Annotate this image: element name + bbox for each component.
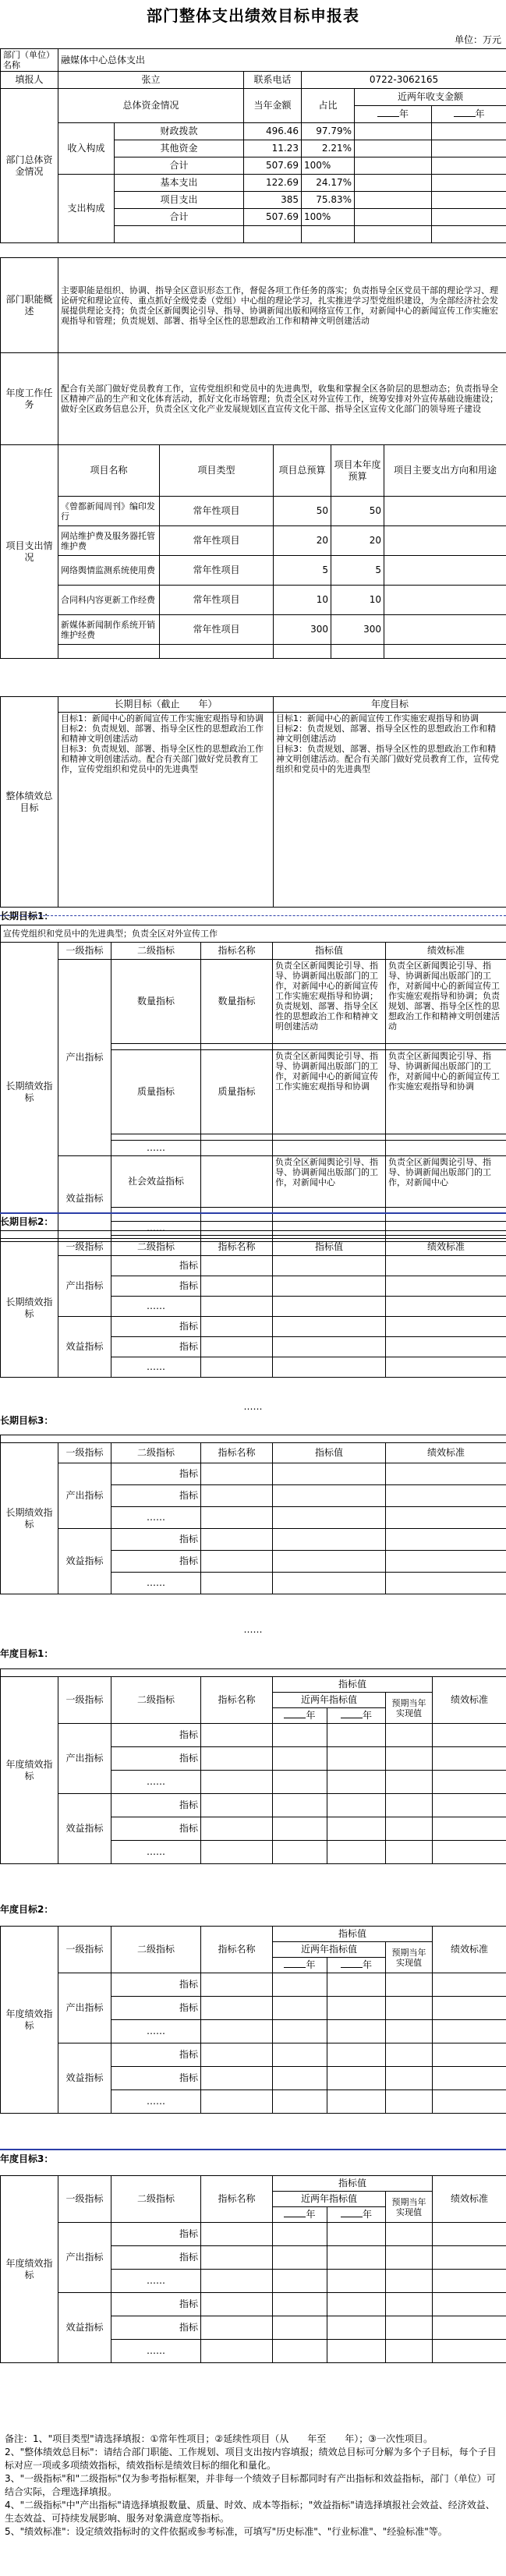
income-name: 财政拨款 [115,123,244,140]
value-social: 负责全区新闻舆论引导、指导、协调新闻出版部门的工作，对新闻中心 [273,1156,386,1208]
col-recent: 近两年指标值 [273,2192,386,2207]
table-row [1,556,506,586]
l2-item: 指标 [111,1551,201,1573]
annual-task-label: 年度工作任务 [1,353,58,445]
year-blank: 年 [327,1708,386,1724]
l2-more: …… [111,1297,201,1317]
annual-task-text: 配合有关部门做好党员教育工作，宣传党组织和党员中的先进典型，收集和掌握全区各阶层的思想动态；负责指导全区精神产品的生产和文化体育活动，抓好文化市场管理；负责全区对外宣传工作，统筹安排对外宣传基础设施建设；做好全区政务信息公开，负责全区文化产业发展规划区直宣传文化干部、指导全区宣传文化部门的领导班子建设 [58,353,506,445]
overall-funds-label: 总体资金情况 [58,89,244,123]
proj-annual: 10 [331,586,384,615]
proj-annual: 20 [331,526,384,556]
note-5: 5、"绩效标准"：设定绩效指标时的文件依据或参考标准，可填写"历史标准"、"行业标准"、"经验标准"等。 [5,2526,448,2537]
l2-item: 指标 [111,2223,201,2246]
table-row [1,497,506,526]
phone-label: 联系电话 [244,72,302,89]
annual-target-1-side: 年度绩效指标 [1,1677,58,1864]
name-quality: 质量指标 [201,1050,273,1134]
col-l2: 二级指标 [111,943,201,960]
col-l2: 二级指标 [111,1239,201,1256]
projects-table [0,444,506,659]
l2-item: 指标 [111,2316,201,2340]
table-row [1,615,506,645]
l1-benefit: 效益指标 [58,2043,111,2114]
proj-name: 新媒体新闻制作系统开销维护经费 [58,615,160,645]
l2-item: 指标 [111,2067,201,2090]
l2-item: 指标 [111,2043,201,2067]
expense-name: 基本支出 [115,175,244,192]
col-value: 指标值 [273,1443,386,1463]
col-expected: 预期当年实现值 [386,1942,433,1973]
long-target-2-table [0,1230,506,1378]
l2-more: …… [111,1771,201,1794]
l1-output: 产出指标 [58,960,111,1156]
col-standard: 绩效标准 [386,943,506,960]
col-value: 指标值 [273,943,386,960]
col-l2: 二级指标 [111,1927,201,1973]
annual-target-1-heading: 年度目标1： [0,1648,54,1659]
l1-output: 产出指标 [58,2223,111,2293]
proj-header-total: 项目总预算 [274,445,331,497]
unit-label: 单位：万元 [454,34,501,45]
long-target-2-side: 长期绩效指标 [1,1239,58,1378]
col-value: 指标值 [273,1239,386,1256]
proj-total: 300 [274,615,331,645]
dept-label: 部门（单位）名称 [1,49,58,72]
proj-header-use: 项目主要支出方向和用途 [384,445,506,497]
col-name: 指标名称 [201,1677,273,1724]
note-2: 2、"整体绩效总目标"：请结合部门职能、工作规划、项目支出按内容填报；绩效总目标可分解为多个子目标，每个子目标对应一项或多项绩效指标，绩效指标是绩效目标的细化和量化。 [5,2447,497,2471]
l1-benefit: 效益指标 [58,2293,111,2363]
dept-value: 融媒体中心总体支出 [58,49,506,72]
ellipsis: …… [243,1401,263,1412]
income-label: 收入构成 [58,123,115,175]
long-target-3-side: 长期绩效指标 [1,1443,58,1594]
col-name: 指标名称 [201,1239,273,1256]
divider [0,915,506,916]
col-l2: 二级指标 [111,1443,201,1463]
l1-benefit: 效益指标 [58,1794,111,1864]
long-goal-text: 目标1：新闻中心的新闻宣传工作实施宏观指导和协调 目标2：负责规划、部署、指导全区性的思想政治工作和精神文明创建活动 目标3：负责规划、部署、指导全区性的思想政治工作和精神文明创建活动。配合有关部门做好党员教育工作，宣传党组织和党员中的先进典型 [58,713,274,908]
l2-quantity: 数量指标 [111,960,201,1044]
col-name: 指标名称 [201,943,273,960]
col-l2: 二级指标 [111,2176,201,2223]
expense-name: 合计 [115,209,244,226]
year-blank: 年 [273,1958,327,1973]
proj-annual: 5 [331,556,384,586]
proj-total: 10 [274,586,331,615]
expense-amount: 507.69 [244,209,302,226]
l2-item: 指标 [111,2246,201,2270]
col-value: 指标值 [273,1677,433,1693]
income-share: 100% [302,157,355,175]
long-target-1-heading: 长期目标1： [0,911,54,922]
annual-target-3-heading: 年度目标3： [0,2153,54,2164]
long-target-1-side: 长期绩效指标 [1,943,58,1242]
l1-benefit: 效益指标 [58,1317,111,1378]
annual-target-2-table [0,1926,506,2114]
proj-annual: 50 [331,497,384,526]
col-name: 指标名称 [201,1443,273,1463]
income-name: 其他资金 [115,140,244,157]
l2-item: 指标 [111,1997,201,2020]
overall-goal-table [0,696,506,908]
income-amount: 11.23 [244,140,302,157]
long-target-1-table [0,925,506,1242]
l2-more: …… [111,2090,201,2114]
recent-year-2: 年 [432,106,506,123]
col-l1: 一级指标 [58,943,111,960]
l1-output: 产出指标 [58,1463,111,1529]
note-4: 4、"二级指标"中"产出指标"请选择填报数量、质量、时效、成本等指标；"效益指标"请选择填报社会效益、经济效益、生态效益、可持续发展影响、服务对象满意度等指标。 [5,2500,495,2524]
annual-target-2-heading: 年度目标2： [0,1904,54,1915]
proj-type: 常年性项目 [160,615,274,645]
ellipsis: …… [243,1624,263,1635]
proj-total: 20 [274,526,331,556]
year-blank: 年 [327,1958,386,1973]
col-recent: 近两年指标值 [273,1693,386,1708]
l2-more: …… [111,2270,201,2293]
l1-output: 产出指标 [58,1256,111,1317]
phone-value: 0722-3062165 [302,72,506,89]
l2-quality: 质量指标 [111,1050,201,1134]
standard-quantity: 负责全区新闻舆论引导、指导、协调新闻出版部门的工作，对新闻中心的新闻宣传工作实施宏观指导和协调；负责规划、部署、指导全区性的思想政治工作和精神文明创建活动 [386,960,506,1044]
annual-target-3-side: 年度绩效指标 [1,2176,58,2363]
l2-more: …… [111,1507,201,1529]
l2-item: 指标 [111,1817,201,1841]
duties-text: 主要职能是组织、协调、指导全区意识形态工作，督促各项工作任务的落实；负责指导全区党员干部的理论学习、理论研究和理论宣传、重点抓好全级党委（党组）中心组的理论学习，扎实推进学习型党组织建设，为全部经济社会发展提供理论支持；负责全区新闻舆论引导、指导、协调新闻出版和网络宣传工作，对新闻中心的新闻宣传工作实施宏观指导和管理；负责规划、部署、指导全区性的思想政治工作和精神文明创建活动 [58,258,506,353]
proj-type: 常年性项目 [160,556,274,586]
col-recent: 近两年收支金额 [355,89,506,106]
proj-header-annual: 项目本年度预算 [331,445,384,497]
divider [0,1212,506,1214]
value-quality: 负责全区新闻舆论引导、指导、协调新闻出版部门的工作，对新闻中心的新闻宣传工作实施宏观指导和协调 [273,1050,386,1134]
annual-goal-text: 目标1：新闻中心的新闻宣传工作实施宏观指导和协调 目标2：负责规划、部署、指导全区性的思想政治工作和精神文明创建活动 目标3：负责规划、部署、指导全区性的思想政治工作和精神文明创建活动。配合有关部门做好党员教育工作，宣传党组织和党员中的先进典型 [274,713,506,908]
duties-label: 部门职能概述 [1,258,58,353]
note-1: 备注：1、"项目类型"请选择填报：①常年性项目；②延续性项目（从 年至 年）；③一次性项目。 [5,2433,433,2444]
l1-benefit: 效益指标 [58,1529,111,1594]
expense-share: 100% [302,209,355,226]
long-target-3-table [0,1435,506,1594]
proj-total: 50 [274,497,331,526]
l2-more: …… [111,2340,201,2363]
l2-item: 指标 [111,1794,201,1817]
l2-item: 指标 [111,1317,201,1337]
l2-more: …… [111,1141,201,1156]
proj-header-type: 项目类型 [160,445,274,497]
col-share: 占比 [302,89,355,123]
proj-total: 5 [274,556,331,586]
col-l1: 一级指标 [58,1927,111,1973]
l2-item: 指标 [111,1337,201,1357]
expense-share: 24.17% [302,175,355,192]
l2-more: …… [111,1841,201,1864]
filler-value: 张立 [58,72,244,89]
page-title: 部门整体支出绩效目标申报表 [147,6,359,25]
l1-output: 产出指标 [58,1973,111,2043]
annual-target-2-side: 年度绩效指标 [1,1927,58,2114]
proj-name: 合同科内容更新工作经费 [58,586,160,615]
standard-quality: 负责全区新闻舆论引导、指导、协调新闻出版部门的工作，对新闻中心的新闻宣传工作实施宏观指导和协调 [386,1050,506,1134]
proj-header-name: 项目名称 [58,445,160,497]
l2-social: 社会效益指标 [111,1156,201,1208]
notes [5,2433,501,2539]
col-standard: 绩效标准 [433,2176,506,2223]
income-amount: 507.69 [244,157,302,175]
l1-output: 产出指标 [58,1724,111,1794]
col-expected: 预期当年实现值 [386,1693,433,1724]
col-value: 指标值 [273,2176,433,2192]
col-standard: 绩效标准 [433,1677,506,1724]
col-standard: 绩效标准 [386,1443,506,1463]
l1-benefit: 效益指标 [58,1156,111,1242]
proj-name: 网站维护费及服务器托管维护费 [58,526,160,556]
expense-name: 项目支出 [115,192,244,209]
expense-amount: 122.69 [244,175,302,192]
l2-item: 指标 [111,1973,201,1997]
long-target-3-heading: 长期目标3： [0,1415,54,1426]
annual-target-1-table [0,1668,506,1864]
year-blank: 年 [327,2207,386,2223]
proj-type: 常年性项目 [160,497,274,526]
col-standard: 绩效标准 [433,1927,506,1973]
col-name: 指标名称 [201,1927,273,1973]
name-quantity: 数量指标 [201,960,273,1044]
long-goal-label: 长期目标（截止 年） [58,697,274,713]
proj-type: 常年性项目 [160,526,274,556]
year-blank: 年 [273,2207,327,2223]
l2-item: 指标 [111,2293,201,2316]
l2-more: …… [111,2020,201,2043]
funds-section-label: 部门总体资金情况 [1,89,58,243]
l2-more: …… [111,1573,201,1594]
col-name: 指标名称 [201,2176,273,2223]
proj-annual: 300 [331,615,384,645]
col-current: 当年金额 [244,89,302,123]
income-name: 合计 [115,157,244,175]
annual-target-3-table [0,2175,506,2363]
long-target-1-summary: 宣传党组织和党员中的先进典型；负责全区对外宣传工作 [1,925,506,943]
l2-item: 指标 [111,1724,201,1747]
col-standard: 绩效标准 [386,1239,506,1256]
income-amount: 496.46 [244,123,302,140]
recent-year-1: 年 [355,106,432,123]
l2-item: 指标 [111,1256,201,1276]
col-l2: 二级指标 [111,1677,201,1724]
col-value: 指标值 [273,1927,433,1942]
col-expected: 预期当年实现值 [386,2192,433,2223]
proj-name: 《曾都新闻周刊》编印发行 [58,497,160,526]
proj-name: 网络舆情监测系统使用费 [58,556,160,586]
overall-goal-label: 整体绩效总目标 [1,697,58,908]
table-row [1,586,506,615]
l2-more: …… [111,1357,201,1378]
header-funds-table [0,48,506,243]
income-share: 97.79% [302,123,355,140]
l2-item: 指标 [111,1747,201,1771]
divider [0,2149,506,2150]
l2-more: …… [111,1222,201,1236]
col-l1: 一级指标 [58,2176,111,2223]
duties-table [0,257,506,445]
col-l1: 一级指标 [58,1239,111,1256]
expense-label: 支出构成 [58,175,115,243]
year-blank: 年 [273,1708,327,1724]
annual-goal-label: 年度目标 [274,697,506,713]
long-target-2-heading: 长期目标2： [0,1216,54,1227]
l2-item: 指标 [111,1276,201,1297]
l2-item: 指标 [111,1529,201,1551]
value-quantity: 负责全区新闻舆论引导、指导、协调新闻出版部门的工作，对新闻中心的新闻宣传工作实施宏观指导和协调；负责规划、部署、指导全区性的思想政治工作和精神文明创建活动 [273,960,386,1044]
col-l1: 一级指标 [58,1443,111,1463]
projects-section-label: 项目支出情况 [1,445,58,659]
expense-share: 75.83% [302,192,355,209]
l2-item: 指标 [111,1463,201,1485]
note-3: 3、"一级指标"和"二级指标"仅为参考指标框架，并非每一个绩效子目标都同时有产出指标和效益指标，部门（单位）可结合实际，合理选择填报。 [5,2473,496,2497]
col-l1: 一级指标 [58,1677,111,1724]
proj-type: 常年性项目 [160,586,274,615]
income-share: 2.21% [302,140,355,157]
standard-social: 负责全区新闻舆论引导、指导、协调新闻出版部门的工作，对新闻中心 [386,1156,506,1208]
col-recent: 近两年指标值 [273,1942,386,1958]
table-row [1,526,506,556]
filler-label: 填报人 [1,72,58,89]
l2-item: 指标 [111,1485,201,1507]
expense-amount: 385 [244,192,302,209]
